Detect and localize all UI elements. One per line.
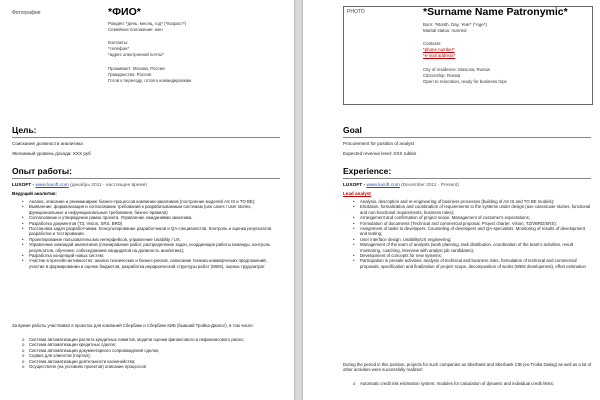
company-dates: (December 2011 - Present) [401,183,459,188]
contacts-label: Контакты: [108,40,129,45]
list-item: o Система автоматизации документарного сопровождения сделок; [20,348,282,353]
list-item: o Система автоматизации деятельности казначейства; [20,359,282,364]
resume-name: *ФИО* [108,6,141,18]
goal-line-2: Желаемый уровень дохода: XXX руб [12,151,91,156]
position-title: Ведущий аналитик: [12,191,57,196]
goal-line-2: Expected revenue level: XXX rubles [343,151,417,156]
list-item: • Analysis, description and re-engineering of business processes (building of AS IS and TO BE models); [351,199,593,204]
meta-birth: Born: *Month, Day, Year* (*Age*) [423,22,487,27]
projects-intro: За время работы участвовал в проектах для компаний Сбербанк и Сбербанк КИБ (бывший Тройка-Диалог), в том числе: [12,323,254,328]
resume-page-russian [0,0,294,400]
list-item: • Arrangement and confirmation of project scope. Management of customer's expectations; [351,215,593,220]
company-link[interactable]: www.luxoft.com [35,183,69,188]
location-citizenship: Citizenship: Russia [423,73,461,78]
list-item: • Выявление, формализация и согласование требований к разрабатываемым системам (use cases / user stories, функциональные и нефункциональные требования, бизнес-правила) [20,204,282,215]
goal-divider [12,137,280,138]
location-citizenship: Гражданство: Россия [108,72,152,77]
goal-heading: Цель: [12,125,37,135]
duties-list [20,199,282,269]
experience-divider [343,178,591,179]
projects-intro: During the period in this position, projects for such companies as Sberbank and Sberbank CIB (ex-Troika Dialog) as well as a lot of other activities were successfully realized: [343,362,592,373]
list-item: o Осуществлял (на условиях проектов) описание процессов [20,364,282,369]
list-item: • Elicitation, formalization and coordination of requirements to the systems under design (use cases/user stories, functional and non-functional requirements, business rules); [351,204,593,215]
photo-label: Фотография [12,10,41,16]
list-item: • Участие в пресейл-активностях: анализ технических и бизнес-рисков, написание технико-коммерческих предложений, участие в формировании и оценке бюджетов, разработка иерархической структуры работ (WBS), оценка трудозатрат [20,258,282,269]
goal-heading: Goal [343,125,362,135]
goal-line-1: Соискание должности аналитика [12,141,83,146]
experience-heading: Опыт работы: [12,166,72,176]
list-item: • Проектирование пользовательских интерфейсов, управление Usability / UX. [20,237,282,242]
company-link[interactable]: www.luxoft.com [366,183,400,188]
contact-phone[interactable]: *phone number* [423,47,455,52]
list-item: • Анализ, описание и реинжиниринг бизнес-процессов компании-заказчиков (построение моделей AS IS и TO BE); [20,199,282,204]
experience-heading: Experience: [343,166,392,176]
header-box [343,6,593,105]
list-item: • User interface design. Usability/UX engineering; [351,237,593,242]
meta-marital: Семейное положение: жен [108,27,163,32]
goal-line-1: Procurement for position of analyst [343,141,414,146]
meta-marital: Marital status: married [423,28,467,33]
list-item: • Разработка документов (ТЗ, Vision, SRS, BRD) [20,221,282,226]
list-item: o Сервис для клиентов (портал); [20,353,282,358]
duties-list [351,199,593,269]
list-item: o Система автоматизации кредитных сделок; [20,342,282,347]
projects-list [20,337,282,369]
list-item: • Постановка задач разработчикам. Консультирование разработчиков и QA-специалистов. Контроль и оценка результатов разработки и тестирования. [20,226,282,237]
location-city: City of residence: Moscow, Russia [423,67,490,72]
list-item: • Управление командой аналитиков (планирование работ, распределение задач, координация работы команды, контроль результатов, обучение, собеседование кандидатов на должность аналитика); [20,242,282,253]
contact-phone: *телефон* [108,46,130,51]
resume-name: *Surname Name Patronymic* [423,6,568,18]
company-line: LUXOFT - www.luxoft.com (December 2011 - Present) [343,183,459,188]
location-relocation: Open to relocation, ready for business trips [423,79,507,84]
company-line: LUXOFT - www.luxoft.com (декабрь 2011 - настоящее время) [12,183,147,188]
company-dates: (декабрь 2011 - настоящее время) [70,183,147,188]
position-title: Lead analyst [343,191,371,196]
goal-divider [343,137,591,138]
company-name: LUXOFT [12,183,32,188]
list-item: • Assignment of tasks to developers. Counseling of developers and QA-specialists. Monitoring of results of development and testing; [351,226,593,237]
location-relocation: Готов к переезду, готов к командировкам [108,78,192,83]
list-item: • Согласование и утверждение рамок проекта. Управление ожиданиями заказчика. [20,215,282,220]
list-item: • Development of concepts for new systems; [351,253,593,258]
contact-email: *адрес электронной почты* [108,52,164,57]
list-item: • Разработка концепций новых систем; [20,253,282,258]
contact-email[interactable]: *e-mail address* [423,53,456,58]
list-item: o Automatic credit risk estimation system: modules for calculation of dynamic and individual credit limits; [351,381,593,386]
list-item: • Formulation of documents (Technical and commercial proposal, Project charter, Vision, TZ/VBRD/SRS); [351,221,593,226]
list-item: • Participation in presale activities: analysis of technical and business risks, formulation of technical and commercial proposals, specification and finalization of project scope, decomposition of works (WBS development), effort estimation [351,258,593,269]
projects-list [351,381,593,386]
list-item: o Система автоматизации расчета кредитных лимитов, модели оценки финансового и нефинансового риска; [20,337,282,342]
experience-divider [12,178,280,179]
company-name: LUXOFT [343,183,363,188]
contacts-label: Contacts: [423,41,442,46]
resume-page-english [303,0,600,400]
photo-label: PHOTO [347,9,365,15]
list-item: • Management of the team of analysts (work planning, task distribution, coordination of the team's activities, result monitoring, coaching, interview with analyst job candidates); [351,242,593,253]
meta-birth: Рождён: *день, месяц, год* (*возраст*) [108,21,187,26]
location-city: Проживает: Москва, Россия [108,66,165,71]
